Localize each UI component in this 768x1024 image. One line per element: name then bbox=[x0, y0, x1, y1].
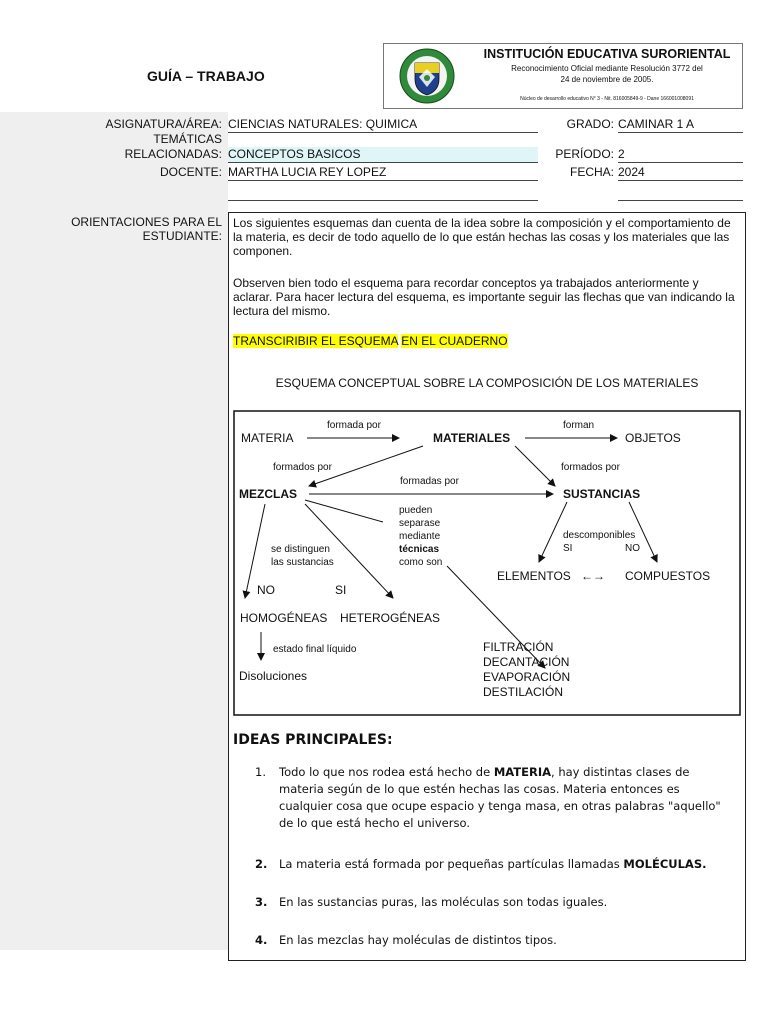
label-descomponibles: descomponibles bbox=[563, 530, 636, 541]
label-no-descomponibles: NO bbox=[625, 543, 640, 554]
node-destilacion: DESTILACIÓN bbox=[483, 685, 564, 699]
node-mezclas: MEZCLAS bbox=[239, 487, 297, 501]
idea-item-4 bbox=[255, 932, 725, 949]
label-mediante: mediante bbox=[399, 531, 441, 542]
ideas-heading: IDEAS PRINCIPALES: bbox=[233, 732, 393, 748]
orientations-label-line1: ORIENTACIONES PARA EL bbox=[71, 215, 222, 229]
institution-name: INSTITUCIÓN EDUCATIVA SURORIENTAL bbox=[483, 47, 731, 61]
label-no-distinguen: NO bbox=[257, 583, 275, 597]
date-label: FECHA: bbox=[569, 165, 614, 179]
idea-item-2 bbox=[255, 856, 725, 873]
double-arrow: ←→ bbox=[581, 569, 605, 583]
node-disoluciones: Disoluciones bbox=[239, 669, 308, 683]
label-como-son: como son bbox=[399, 557, 443, 568]
grade-label: GRADO: bbox=[566, 117, 614, 131]
label-formados-por-left: formados por bbox=[273, 462, 332, 473]
idea-item-number: 4. bbox=[255, 933, 268, 947]
label-se-distinguen: se distinguen bbox=[271, 544, 330, 555]
grade-value: CAMINAR 1 A bbox=[618, 117, 743, 133]
subject-label: ASIGNATURA/ÁREA: bbox=[105, 117, 222, 131]
label-separase: separase bbox=[399, 518, 441, 529]
idea-item-number: 2. bbox=[255, 857, 268, 871]
school-seal-logo bbox=[389, 47, 465, 105]
idea-item-text: En las mezclas hay moléculas de distintos tipos. bbox=[279, 933, 557, 947]
idea-item-3 bbox=[255, 894, 725, 911]
node-evaporacion: EVAPORACIÓN bbox=[483, 670, 571, 684]
scheme-title: ESQUEMA CONCEPTUAL SOBRE LA COMPOSICIÓN DE LOS MATERIALES bbox=[275, 376, 699, 390]
node-decantacion: DECANTACIÓN bbox=[483, 655, 570, 669]
topics-label-line1: TEMÁTICAS bbox=[153, 132, 222, 146]
date-value: 2024 bbox=[618, 165, 743, 181]
blank-underline-right bbox=[618, 185, 743, 201]
idea-item-number: 3. bbox=[255, 895, 268, 909]
label-estado-final: estado final líquido bbox=[273, 644, 357, 655]
topics-label-line2: RELACIONADAS: bbox=[124, 147, 222, 161]
node-materiales: MATERIALES bbox=[433, 431, 511, 445]
idea-item-text: La materia está formada por pequeñas partículas llamadas bbox=[279, 857, 624, 871]
subject-value: CIENCIAS NATURALES: QUIMICA bbox=[228, 117, 538, 133]
period-value: 2 bbox=[618, 147, 743, 163]
node-objetos: OBJETOS bbox=[625, 431, 681, 445]
node-sustancias: SUSTANCIAS bbox=[563, 487, 641, 501]
node-materia: MATERIA bbox=[241, 431, 294, 445]
idea-item-text: Todo lo que nos rodea está hecho de bbox=[279, 765, 494, 779]
topics-value: CONCEPTOS BASICOS bbox=[228, 147, 538, 163]
idea-item-bold: MATERIA bbox=[493, 765, 552, 779]
transcribe-instruction bbox=[233, 334, 741, 348]
idea-item-1 bbox=[255, 764, 725, 832]
label-formada-por: formada por bbox=[327, 420, 381, 431]
node-homogeneas: HOMOGÉNEAS bbox=[240, 611, 328, 625]
label-pueden: pueden bbox=[399, 505, 433, 516]
label-formadas-por: formadas por bbox=[400, 476, 459, 487]
label-si-descomponibles: SI bbox=[563, 543, 573, 554]
recognition-line-2: 24 de noviembre de 2005. bbox=[560, 75, 654, 84]
arrow-materiales-sustancias bbox=[515, 446, 555, 486]
label-tecnicas: técnicas bbox=[399, 544, 440, 555]
label-las-sustancias: las sustancias bbox=[271, 557, 334, 568]
teacher-value: MARTHA LUCIA REY LOPEZ bbox=[228, 165, 538, 181]
node-elementos: ELEMENTOS bbox=[497, 569, 571, 583]
node-filtracion: FILTRACIÓN bbox=[483, 640, 554, 654]
node-heterogeneas: HETEROGÉNEAS bbox=[340, 611, 441, 625]
transcribe-instruction-part2: EN EL CUADERNO bbox=[401, 334, 508, 348]
node-compuestos: COMPUESTOS bbox=[625, 569, 711, 583]
label-si-distinguen: SI bbox=[335, 583, 347, 597]
idea-item-text: En las sustancias puras, las moléculas son todas iguales. bbox=[279, 895, 608, 909]
instructions-paragraph: Observen bien todo el esquema para recordar conceptos ya trabajados anteriormente y aclarar. Para hacer lectura del esquema, es importante seguir las flechas que van indicando la lectura del mismo. bbox=[233, 276, 735, 318]
page-title: GUÍA – TRABAJO bbox=[147, 68, 265, 84]
idea-item-text-end: , hay distintas clases de materia según de lo que estén hechas las cosas. Materia entonces es cualquier cosa que ocupe espacio y tenga masa, en otras palabras "aquello" de lo que está hecho el universo. bbox=[279, 765, 721, 830]
transcribe-instruction-part1: TRANSCIRIBIR EL ESQUEMA bbox=[233, 334, 398, 348]
label-forman: forman bbox=[563, 420, 595, 431]
period-label: PERÍODO: bbox=[555, 147, 614, 161]
intro-paragraph: Los siguientes esquemas dan cuenta de la idea sobre la composición y el comportamiento de la materia, es decir de todo aquello de lo que están hechas las cosas y los materiales que las componen. bbox=[233, 216, 731, 258]
blank-underline-left bbox=[228, 185, 538, 201]
orientations-label-line2: ESTUDIANTE: bbox=[142, 229, 222, 243]
idea-item-bold: MOLÉCULAS. bbox=[623, 857, 707, 871]
recognition-line-1: Reconocimiento Oficial mediante Resolución 3772 del bbox=[511, 64, 703, 73]
teacher-label: DOCENTE: bbox=[159, 165, 222, 179]
label-formados-por-right: formados por bbox=[561, 462, 620, 473]
line-mezclas-pueden bbox=[305, 500, 383, 522]
concept-map-diagram bbox=[233, 410, 741, 716]
idea-item-number: 1. bbox=[255, 765, 266, 779]
institution-nit-line: Núcleo de desarrollo educativo N° 3 - Nit. 816005849-9 - Dane 166001008091 bbox=[520, 96, 694, 102]
